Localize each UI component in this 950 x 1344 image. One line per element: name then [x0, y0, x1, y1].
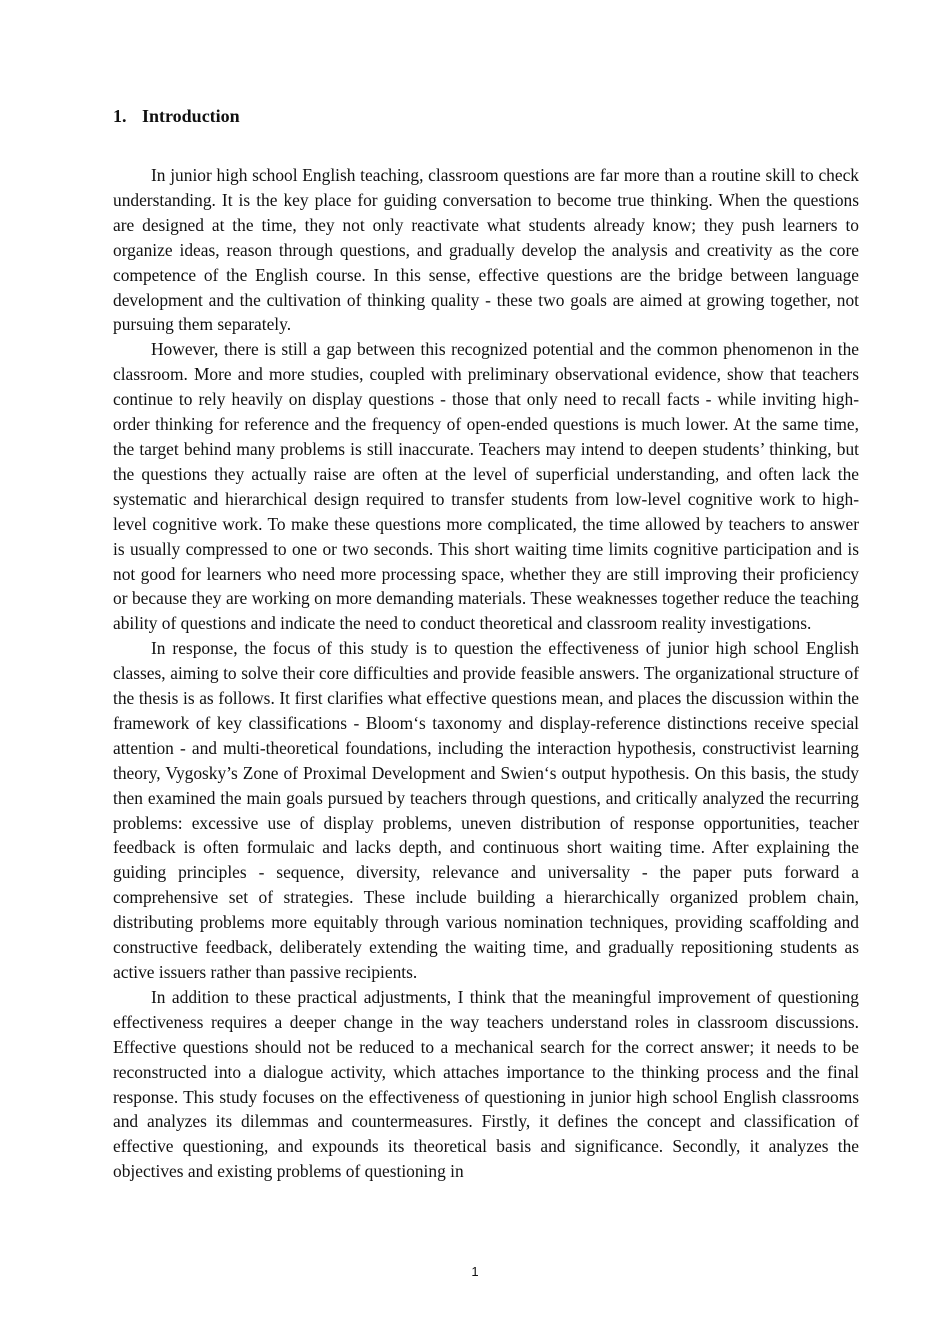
body-text: [113, 163, 859, 1184]
section-number: 1.: [113, 106, 127, 126]
paragraph-1: In junior high school English teaching, classroom questions are far more than a routine skill to check understanding. It is the key place for guiding conversation to become true thinking. When the questions are designed at the time, they not only reactivate what students already know; they push learners to organize ideas, reason through questions, and gradually develop the analysis and creativity as the core competence of the English course. In this sense, effective questions are the bridge between language development and the cultivation of thinking quality - these two goals are aimed at growing together, not pursuing them separately.: [113, 165, 859, 335]
paragraph-3: In response, the focus of this study is to question the effectiveness of junior high school English classes, aiming to solve their core difficulties and provide feasible answers. The organizational structure of the thesis is as follows. It first clarifies what effective questions mean, and places the discussion within the framework of key classifications - Bloom‘s taxonomy and display-reference distinctions receive special attention - and multi-theoretical foundations, including the interaction hypothesis, constructivist learning theory, Vygosky’s Zone of Proximal Development and Swien‘s output hypothesis. On this basis, the study then examined the main goals pursued by teachers through questions, and critically analyzed the recurring problems: excessive use of display problems, uneven distribution of response opportunities, teacher feedback is often formulaic and lacks depth, and continuous short waiting time. After explaining the guiding principles - sequence, diversity, relevance and universality - the paper puts forward a comprehensive set of strategies. These include building a hierarchically organized problem chain, distributing problems more equitably through various nomination techniques, providing scaffolding and constructive feedback, deliberately extending the waiting time, and gradually repositioning students as active issuers rather than passive recipients.: [113, 638, 859, 982]
page-number: 1: [471, 1264, 479, 1279]
paragraph-2: However, there is still a gap between this recognized potential and the common phenomenon in the classroom. More and more studies, coupled with preliminary observational evidence, show that teachers continue to rely heavily on display questions - those that only need to recall facts - while inviting high-order thinking for reference and the frequency of open-ended questions is much lower. At the same time, the target behind many problems is still inaccurate. Teachers may intend to deepen students’ thinking, but the questions they actually raise are often at the level of superficial understanding, and often lack the systematic and hierarchical design required to transfer students from low-level cognitive work to high-level cognitive work. To make these questions more complicated, the time allowed by teachers to answer is usually compressed to one or two seconds. This short waiting time limits cognitive participation and is not good for learners who need more processing space, whether they are still improving their proficiency or because they are working on more demanding materials. These weaknesses together reduce the teaching ability of questions and indicate the need to conduct theoretical and classroom reality investigations.: [113, 339, 859, 634]
section-title: Introduction: [142, 106, 240, 126]
section-heading: [113, 104, 240, 128]
paragraph-4: In addition to these practical adjustments, I think that the meaningful improvement of questioning effectiveness requires a deeper change in the way teachers understand roles in classroom discussions. Effective questions should not be reduced to a mechanical search for the correct answer; it needs to be reconstructed into a dialogue activity, which attaches importance to the thinking process and the final response. This study focuses on the effectiveness of questioning in junior high school English classrooms and analyzes its dilemmas and countermeasures. Firstly, it defines the concept and classification of effective questioning, and expounds its theoretical basis and significance. Secondly, it analyzes the objectives and existing problems of questioning in: [113, 986, 859, 1182]
